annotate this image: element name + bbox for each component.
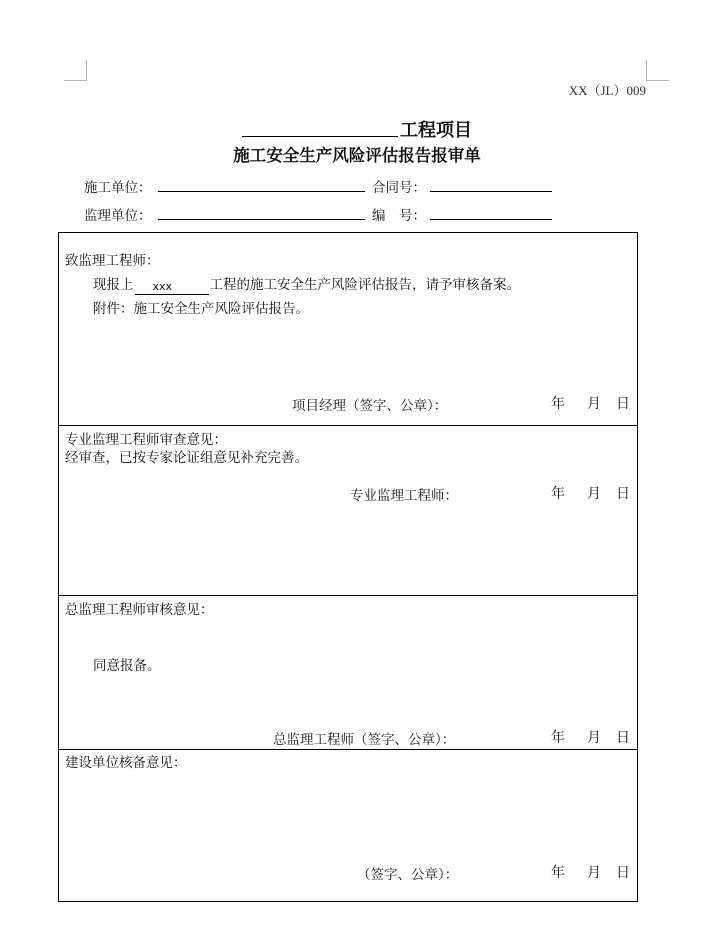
day-label: 日 <box>616 486 630 502</box>
year-label: 年 <box>551 396 565 412</box>
year-label: 年 <box>551 486 565 502</box>
chief-review-opinion: 同意报备。 <box>93 658 161 674</box>
report-prefix: 现报上 <box>93 277 134 293</box>
crop-mark-left <box>64 60 87 81</box>
year-label: 年 <box>551 730 565 746</box>
form-title: 施工安全生产风险评估报告报审单 <box>233 146 481 165</box>
serial-no-label: 编 号： <box>372 208 426 224</box>
chief-engineer-signature-label: 总监理工程师（签字、公章）： <box>273 732 456 748</box>
contract-no-label: 合同号： <box>372 180 426 196</box>
report-suffix: 工程的施工安全生产风险评估报告，请予审核备案。 <box>209 277 520 293</box>
approval-form-table <box>58 232 638 902</box>
serial-no-field[interactable] <box>430 219 552 220</box>
specialist-review-heading: 专业监理工程师审查意见： <box>65 432 227 448</box>
document-code: XX（JL）009 <box>568 83 646 98</box>
date-field[interactable] <box>551 862 630 882</box>
project-manager-signature-label: 项目经理（签字、公章）： <box>292 398 448 414</box>
chief-review-heading: 总监理工程师审核意见： <box>65 602 214 618</box>
contract-no-field[interactable] <box>430 191 552 192</box>
attachment-note: 附件：施工安全生产风险评估报告。 <box>93 301 309 317</box>
supervision-unit-field[interactable] <box>158 219 365 220</box>
year-label: 年 <box>551 865 565 881</box>
row-divider <box>59 749 637 750</box>
row-divider <box>59 425 637 426</box>
specialist-engineer-signature-label: 专业监理工程师： <box>350 488 458 504</box>
salutation: 致监理工程师： <box>65 253 160 269</box>
report-statement <box>93 273 520 295</box>
day-label: 日 <box>616 396 630 412</box>
row-divider <box>59 595 637 596</box>
date-field[interactable] <box>551 393 630 413</box>
date-field[interactable] <box>551 483 630 503</box>
day-label: 日 <box>616 865 630 881</box>
date-field[interactable] <box>551 727 630 747</box>
construction-unit-field[interactable] <box>158 191 365 192</box>
day-label: 日 <box>616 730 630 746</box>
construction-unit-label: 施工单位： <box>84 180 152 196</box>
month-label: 月 <box>587 730 601 746</box>
month-label: 月 <box>587 865 601 881</box>
project-name-blank[interactable] <box>242 120 398 137</box>
owner-review-heading: 建设单位核备意见： <box>65 755 187 771</box>
month-label: 月 <box>587 486 601 502</box>
owner-signature-label: （签字、公章）： <box>357 867 459 883</box>
month-label: 月 <box>587 396 601 412</box>
project-fill-field[interactable]: xxx <box>135 280 209 295</box>
specialist-review-opinion: 经审查，已按专家论证组意见补充完善。 <box>65 450 308 466</box>
project-title <box>0 116 714 142</box>
supervision-unit-label: 监理单位： <box>84 208 152 224</box>
crop-mark-right <box>646 60 669 81</box>
project-title-suffix: 工程项目 <box>400 120 472 141</box>
